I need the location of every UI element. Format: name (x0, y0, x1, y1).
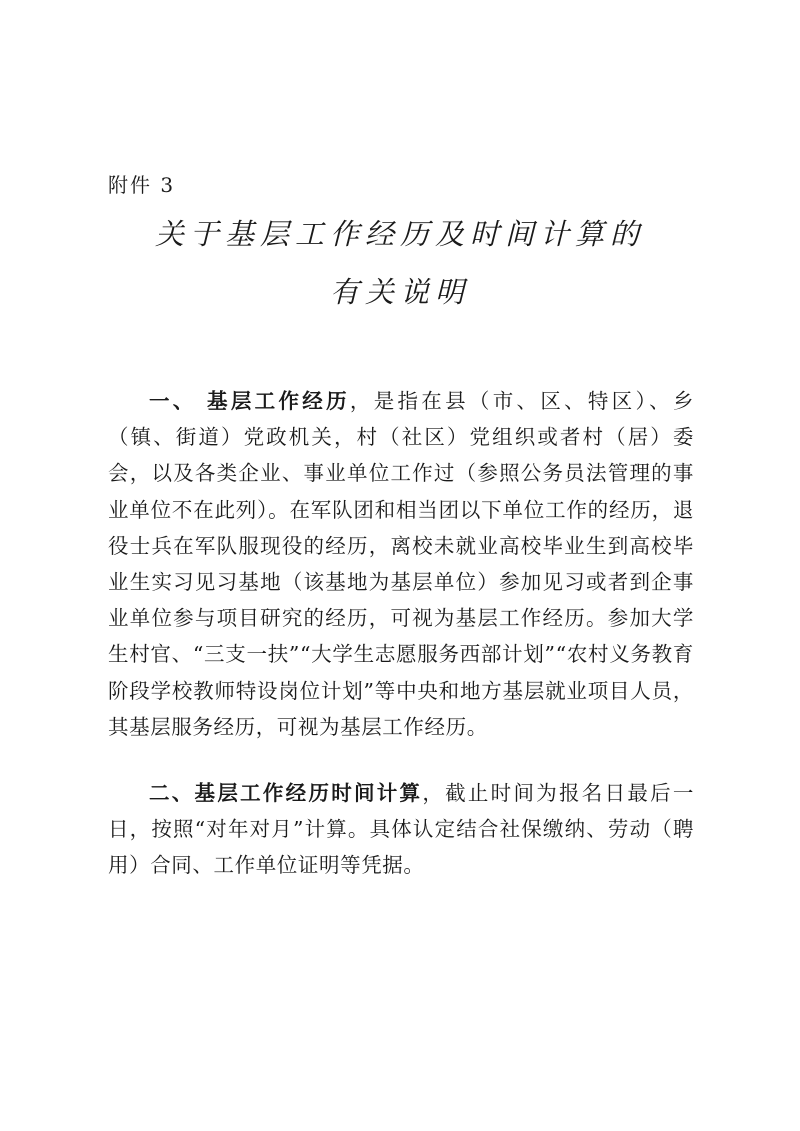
document-title-line2: 有关说明 (329, 275, 470, 309)
paragraph-1 (108, 383, 694, 745)
document-title-line1: 关于基层工作经历及时间计算的 (154, 217, 645, 251)
paragraph-2-heading: 二、基层工作经历时间计算 (149, 781, 423, 805)
paragraph-1-text: ，是指在县（市、区、特区）、乡（镇、街道）党政机关，村（社区）党组织或者村（居）委会，以及各类企业、事业单位工作过（参照公务员法管理的事业单位不在此列）。在军队团和相当团以下单位工作的经历，退役士兵在军队服现役的经历，离校未就业高校毕业生到高校毕业生实习见习基地（该基地为基层单位）参加见习或者到企事业单位参与项目研究的经历，可视为基层工作经历。参加大学生村官、“三支一扶”“大学生志愿服务西部计划”“农村义务教育阶段学校教师特设岗位计划”等中央和地方基层就业项目人员，其基层服务经历，可视为基层工作经历。 (108, 389, 695, 739)
paragraph-2 (108, 775, 694, 884)
attachment-label: 附件 3 (108, 173, 176, 197)
paragraph-2-text: ，截止时间为报名日最后一日，按照“对年对月”计算。具体认定结合社保缴纳、劳动（聘用）合同、工作单位证明等凭据。 (108, 781, 695, 878)
paragraph-1-heading: 一、 基层工作经历 (149, 389, 350, 413)
